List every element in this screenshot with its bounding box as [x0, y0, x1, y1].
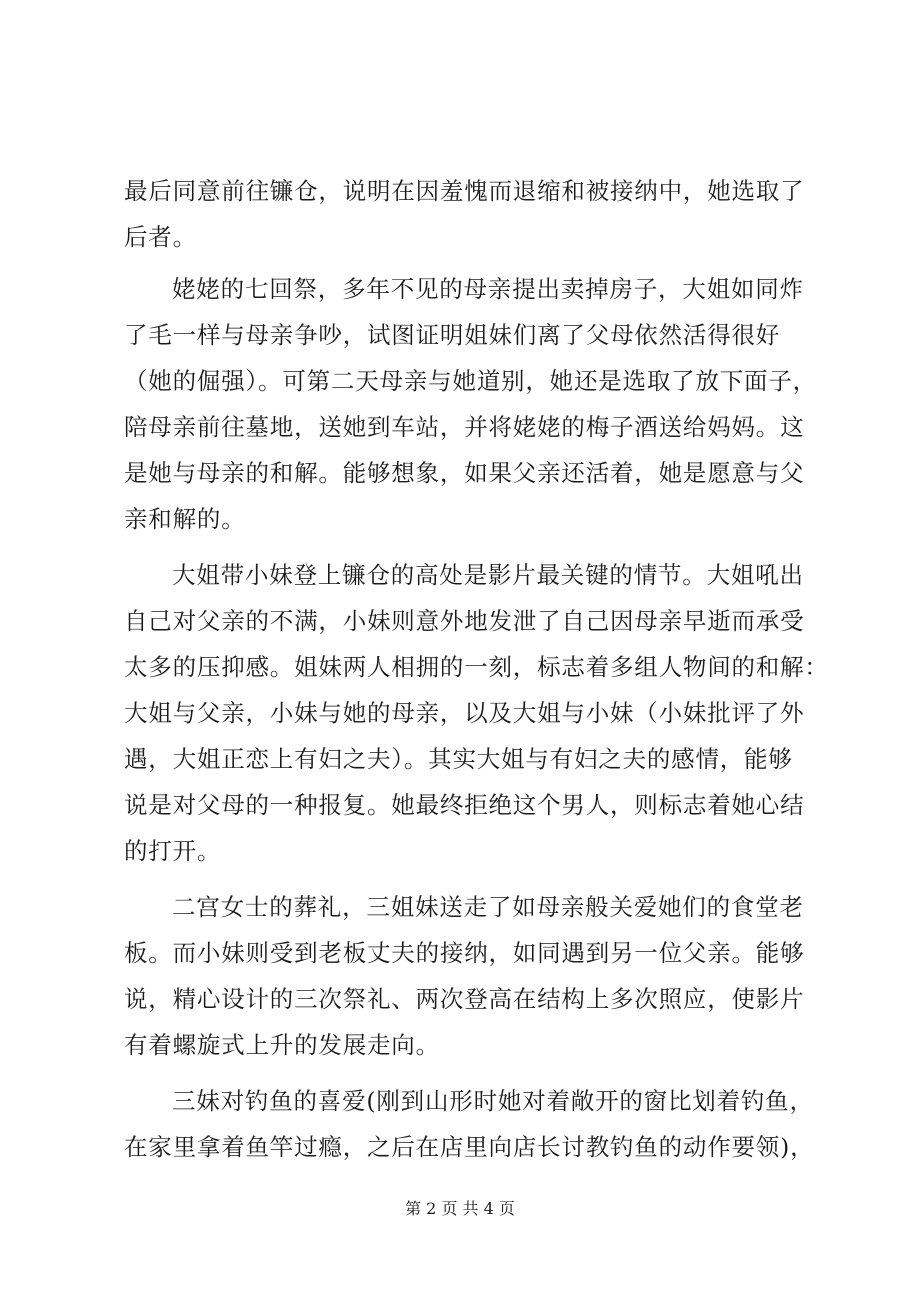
text-line: 自己对父亲的不满，小妹则意外地发泄了自己因母亲早逝而承受	[124, 607, 805, 635]
text-line: 说，精心设计的三次祭礼、两次登高在结构上多次照应，使影片	[124, 985, 805, 1013]
text-line: 最后同意前往镰仓，说明在因羞愧而退缩和被接纳中，她选取了	[124, 177, 805, 205]
text-line: 是她与母亲的和解。能够想象，如果父亲还活着，她是愿意与父	[124, 459, 805, 487]
text-line: 后者。	[124, 223, 197, 251]
text-line: 陪母亲前往墓地，送她到车站，并将姥姥的梅子酒送给妈妈。这	[124, 413, 805, 441]
paragraph-start-line: 大姐带小妹登上镰仓的高处是影片最关键的情节。大姐吼出	[172, 561, 804, 589]
text-line: 说是对父母的一种报复。她最终拒绝这个男人，则标志着她心结	[124, 791, 805, 819]
paragraph-start-line: 二宫女士的葬礼，三姐妹送走了如母亲般关爱她们的食堂老	[172, 893, 804, 921]
text-line: 的打开。	[124, 837, 222, 865]
paragraph-start-line: 姥姥的七回祭，多年不见的母亲提出卖掉房子，大姐如同炸	[172, 275, 804, 303]
text-line: 有着螺旋式上升的发展走向。	[124, 1031, 440, 1059]
text-line: 太多的压抑感。姐妹两人相拥的一刻，标志着多组人物间的和解：	[124, 653, 829, 681]
paragraph-start-line: 三妹对钓鱼的喜爱(刚到山形时她对着敞开的窗比划着钓鱼，	[172, 1087, 814, 1115]
text-line: 板。而小妹则受到老板丈夫的接纳，如同遇到另一位父亲。能够	[124, 939, 805, 967]
text-line: 了毛一样与母亲争吵，试图证明姐妹们离了父母依然活得很好	[124, 321, 781, 349]
page-footer: 第 2 页 共 4 页	[405, 1199, 515, 1218]
text-line: 大姐与父亲，小妹与她的母亲，以及大姐与小妹（小妹批评了外	[124, 699, 805, 727]
text-line: 亲和解的。	[124, 505, 246, 533]
text-line: （她的倔强）。可第二天母亲与她道别，她还是选取了放下面子，	[124, 367, 817, 395]
body-text	[124, 168, 829, 1170]
text-line: 在家里拿着鱼竿过瘾，之后在店里向店长讨教钓鱼的动作要领)，	[124, 1133, 815, 1161]
text-line: 遇，大姐正恋上有妇之夫）。其实大姐与有妇之夫的感情，能够	[124, 745, 793, 773]
